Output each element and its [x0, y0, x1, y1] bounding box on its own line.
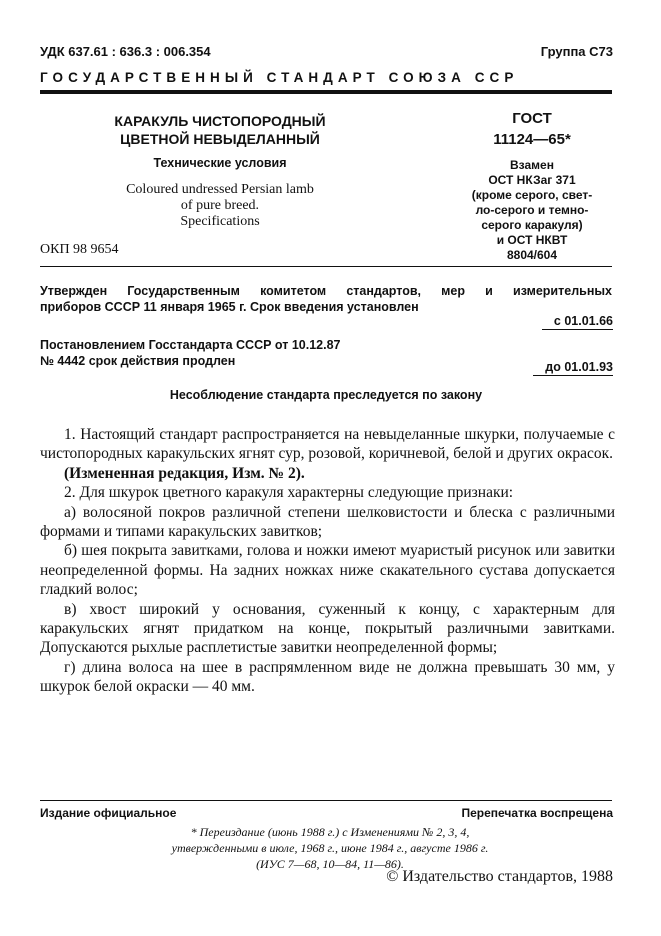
replaces-line: ло-серого и темно-	[475, 203, 589, 217]
replaces-line: (кроме серого, свет-	[471, 188, 593, 202]
extension-line-2: № 4442 срок действия продлен	[40, 354, 236, 368]
reissue-note-1: * Переиздание (июнь 1988 г.) с Изменениями № 2, 3, 4,	[190, 825, 470, 839]
reissue-note-2: утвержденными в июле, 1968 г., июне 1984 г., августе 1986 г.	[171, 841, 489, 855]
clause-1-edit-note: (Измененная редакция, Изм. № 2).	[64, 464, 305, 482]
clause-2a: а) волосяной покров различной степени шелковистости и блеска с различными формами и типами каракульских завитков;	[40, 503, 615, 541]
group-code: Группа С73	[540, 44, 613, 59]
replaces-line: 8804/604	[506, 248, 558, 262]
gost-label: ГОСТ	[512, 110, 552, 127]
specifications-ru: Технические условия	[153, 156, 287, 170]
udk-code: УДК 637.61 : 636.3 : 006.354	[40, 44, 211, 59]
replaces-line: и ОСТ НКВТ	[496, 233, 568, 247]
replaces-line: ОСТ НКЗаг 371	[488, 173, 576, 187]
footer-divider	[40, 800, 612, 801]
replaces-block	[447, 158, 617, 263]
approval-line-1: Утвержден Государственным комитетом стандартов, мер и измерительных	[40, 284, 612, 298]
title-en-line-3: Specifications	[180, 214, 260, 229]
reprint-prohibited: Перепечатка воспрещена	[461, 806, 613, 820]
law-notice: Несоблюдение стандарта преследуется по закону	[169, 388, 483, 402]
header-divider	[40, 90, 612, 94]
gost-number: 11124—65*	[493, 131, 571, 148]
replaces-line: Взамен	[510, 158, 554, 172]
effective-date: с 01.01.66	[542, 314, 613, 330]
clause-2: 2. Для шкурок цветного каракуля характерны следующие признаки:	[64, 484, 514, 502]
extension-line-1: Постановлением Госстандарта СССР от 10.12.87	[40, 338, 341, 352]
clause-2c: в) хвост широкий у основания, суженный к концу, с характерным для каракульских ягнят придатком на конце, покрытый различными завитками. Допускаются рыхлые расплетистые завитки неопределенной формы;	[40, 600, 615, 657]
approval-line-2: приборов СССР 11 января 1965 г. Срок введения установлен	[40, 300, 419, 314]
clause-2b: б) шея покрыта завитками, голова и ножки имеют муаристый рисунок или завитки неопределенной формы. На задних ножках ниже скакательного сустава допускается гладкий волос;	[40, 542, 615, 599]
standard-body	[40, 425, 615, 697]
official-edition: Издание официальное	[40, 806, 177, 820]
clause-1: 1. Настоящий стандарт распространяется на невыделанные шкурки, получаемые с чистопородных каракульских ягнят сур, розовой, коричневой, белой и других окрасок.	[40, 426, 615, 463]
title-line-1: КАРАКУЛЬ ЧИСТОПОРОДНЫЙ	[114, 113, 326, 129]
title-divider	[40, 266, 612, 267]
title-en-line-2: of pure breed.	[180, 198, 260, 213]
okp-code: ОКП 98 9654	[40, 242, 119, 257]
state-standard-banner: ГОСУДАРСТВЕННЫЙ СТАНДАРТ СОЮЗА ССР	[40, 70, 519, 85]
replaces-line: серого каракуля)	[481, 218, 583, 232]
extended-date: до 01.01.93	[533, 360, 613, 376]
title-line-2: ЦВЕТНОЙ НЕВЫДЕЛАННЫЙ	[120, 131, 320, 147]
clause-2d: г) длина волоса на шее в распрямленном виде не должна превышать 30 мм, у шкурок белой окраски — 40 мм.	[40, 658, 615, 696]
title-en-line-1: Coloured undressed Persian lamb	[126, 182, 314, 197]
copyright: © Издательство стандартов, 1988	[386, 868, 613, 885]
reissue-note-3: (ИУС 7—68, 10—84, 11—86).	[256, 857, 404, 871]
